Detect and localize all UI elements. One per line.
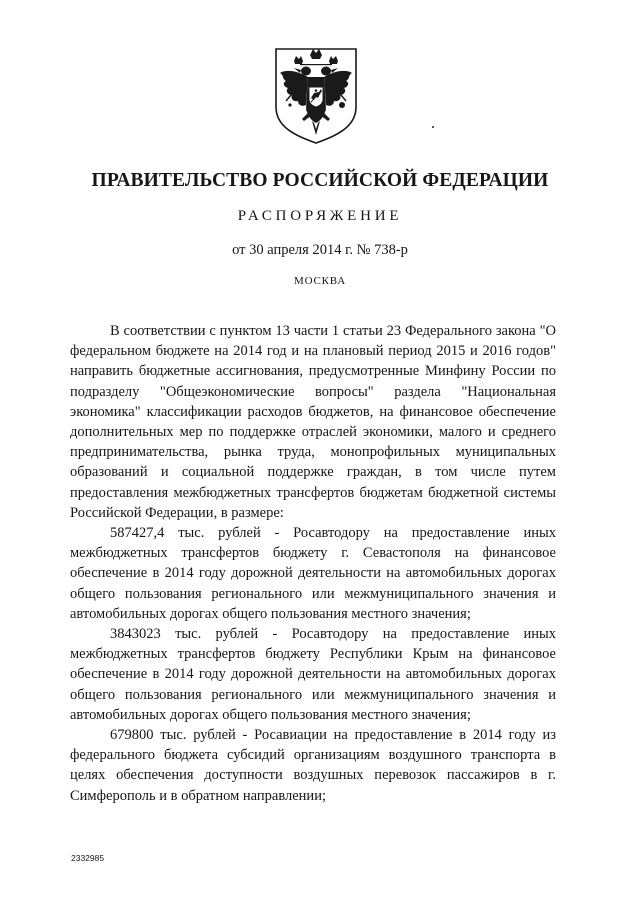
allocation-text: - Росавтодору на предоставление иных межбюджетных трансфертов бюджету г. Севастополя на финансовое обеспечение в 2014 году дорожной деятельности на автомобильных дорогах общего пользования регионального или межмуниципального значения и автомобильных дорогах общего пользования местного значения; (70, 525, 556, 622)
document-body (70, 321, 556, 806)
allocation-text: - Росавиации на предоставление в 2014 году из федерального бюджета субсидий организациям воздушного транспорта в целях обеспечения доступности воздушных перевозок пассажиров в г. Симферополь и в обратном направлении; (70, 727, 556, 804)
allocation-text: - Росавтодору на предоставление иных межбюджетных трансфертов бюджету Республики Крым на финансовое обеспечение в 2014 году дорожной деятельности на автомобильных дорогах общего пользования регионального или межмуниципального значения и автомобильных дорогах общего пользования местного значения; (70, 626, 556, 723)
allocation-amount: 3843023 тыс. рублей (110, 626, 259, 643)
order-date-number: от 30 апреля 2014 г. № 738-р (232, 242, 408, 258)
city-name: МОСКВА (294, 275, 346, 287)
intro-paragraph: В соответствии с пунктом 13 части 1 статьи 23 Федерального закона "О федеральном бюджете на 2014 год и на плановый период 2015 и 2016 годов" направить бюджетные ассигнования, предусмотренные Минфину России по подразделу "Общеэкономические вопросы" раздела "Национальная экономика" классификации расходов бюджетов, на финансовое обеспечение дополнительных мер по поддержке отраслей экономики, малого и среднего предпринимательства, рынка труда, монопрофильных муниципальных образований и социальной поддержке граждан, в том числе путем предоставления межбюджетных трансфертов бюджетам бюджетной системы Российской Федерации, в размере: (70, 323, 556, 521)
scan-speck (432, 126, 434, 128)
russian-coat-of-arms-icon (270, 45, 362, 145)
allocation-amount: 679800 тыс. рублей (110, 727, 236, 744)
allocation-item-crimea (70, 624, 556, 725)
document-number: 2332985 (71, 853, 105, 863)
government-title: ПРАВИТЕЛЬСТВО РОССИЙСКОЙ ФЕДЕРАЦИИ (91, 170, 549, 191)
allocation-item-aviation (70, 725, 556, 806)
document-type: РАСПОРЯЖЕНИЕ (237, 208, 403, 224)
allocation-item-sevastopol (70, 523, 556, 624)
allocation-amount: 587427,4 тыс. рублей (110, 525, 261, 542)
